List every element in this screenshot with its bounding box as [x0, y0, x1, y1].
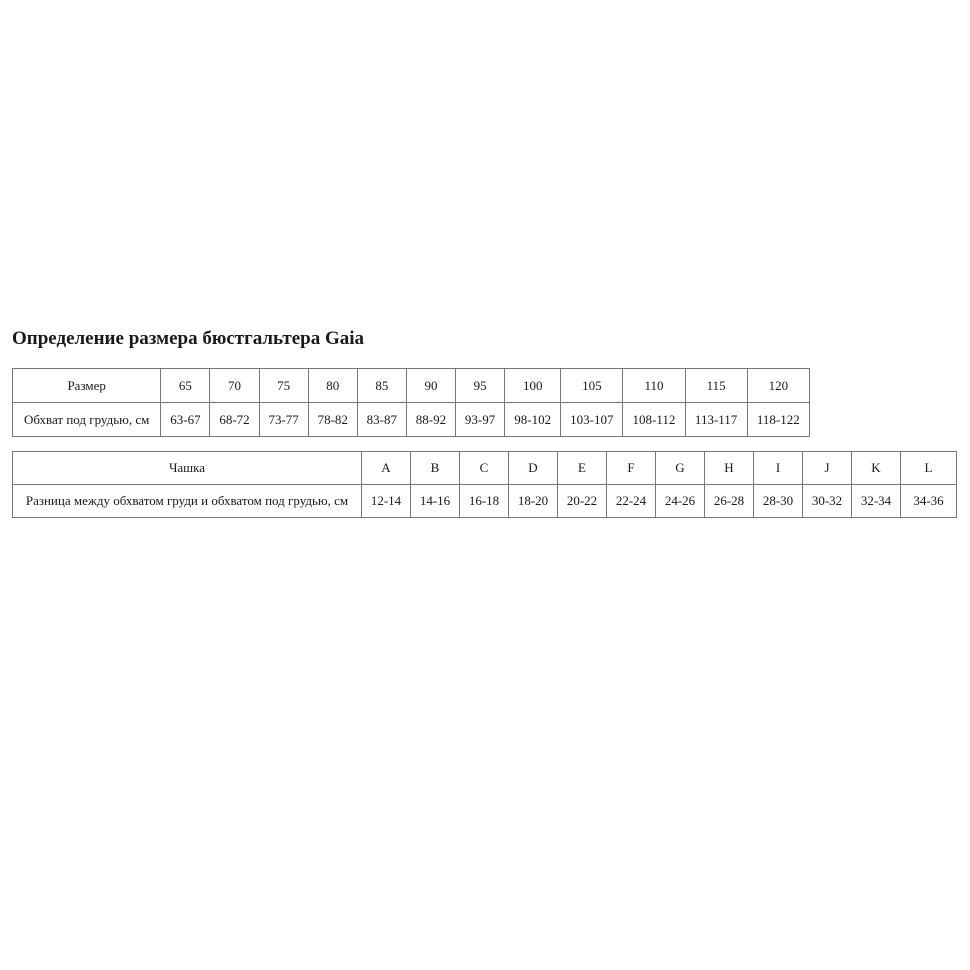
difference-range-cell: 24-26: [656, 485, 705, 518]
band-size-cell: 65: [161, 369, 210, 403]
cup-letter-cell: G: [656, 452, 705, 485]
band-size-cell: 95: [456, 369, 505, 403]
band-size-cell: 70: [210, 369, 259, 403]
difference-range-row: [13, 485, 957, 518]
difference-range-cell: 22-24: [607, 485, 656, 518]
underbust-range-cell: 118-122: [747, 403, 809, 437]
underbust-range-cell: 88-92: [406, 403, 455, 437]
difference-range-cell: 18-20: [509, 485, 558, 518]
cup-letter-cell: D: [509, 452, 558, 485]
page-title: Определение размера бюстгальтера Gaia: [12, 328, 365, 349]
underbust-range-cell: 68-72: [210, 403, 259, 437]
cup-letter-cell: K: [852, 452, 901, 485]
cup-letter-cell: I: [754, 452, 803, 485]
cup-header: Чашка: [13, 452, 362, 485]
cup-letter-row: [13, 452, 957, 485]
underbust-range-cell: 98-102: [505, 403, 561, 437]
cup-letter-cell: C: [460, 452, 509, 485]
difference-range-cell: 20-22: [558, 485, 607, 518]
cup-letter-cell: B: [411, 452, 460, 485]
band-size-cell: 110: [623, 369, 685, 403]
band-size-cell: 120: [747, 369, 809, 403]
underbust-range-cell: 113-117: [685, 403, 747, 437]
underbust-range-cell: 103-107: [561, 403, 623, 437]
difference-range-cell: 14-16: [411, 485, 460, 518]
cup-size-table: [12, 451, 957, 518]
difference-range-cell: 30-32: [803, 485, 852, 518]
band-size-table: [12, 368, 810, 437]
difference-range-cell: 28-30: [754, 485, 803, 518]
underbust-range-cell: 78-82: [308, 403, 357, 437]
band-size-cell: 90: [406, 369, 455, 403]
underbust-label: Обхват под грудью, см: [13, 403, 161, 437]
band-size-cell: 105: [561, 369, 623, 403]
difference-range-cell: 16-18: [460, 485, 509, 518]
band-size-header: Размер: [13, 369, 161, 403]
difference-range-cell: 12-14: [362, 485, 411, 518]
cup-letter-cell: L: [901, 452, 957, 485]
underbust-range-cell: 108-112: [623, 403, 685, 437]
difference-label: Разница между обхватом груди и обхватом под грудью, см: [13, 485, 362, 518]
cup-letter-cell: A: [362, 452, 411, 485]
difference-range-cell: 34-36: [901, 485, 957, 518]
band-size-cell: 80: [308, 369, 357, 403]
band-size-cell: 115: [685, 369, 747, 403]
difference-range-cell: 32-34: [852, 485, 901, 518]
cup-letter-cell: J: [803, 452, 852, 485]
cup-letter-cell: E: [558, 452, 607, 485]
band-size-row: [13, 369, 810, 403]
underbust-range-row: [13, 403, 810, 437]
band-size-cell: 85: [357, 369, 406, 403]
band-size-cell: 75: [259, 369, 308, 403]
band-size-cell: 100: [505, 369, 561, 403]
cup-letter-cell: H: [705, 452, 754, 485]
underbust-range-cell: 63-67: [161, 403, 210, 437]
cup-letter-cell: F: [607, 452, 656, 485]
underbust-range-cell: 93-97: [456, 403, 505, 437]
underbust-range-cell: 73-77: [259, 403, 308, 437]
underbust-range-cell: 83-87: [357, 403, 406, 437]
difference-range-cell: 26-28: [705, 485, 754, 518]
